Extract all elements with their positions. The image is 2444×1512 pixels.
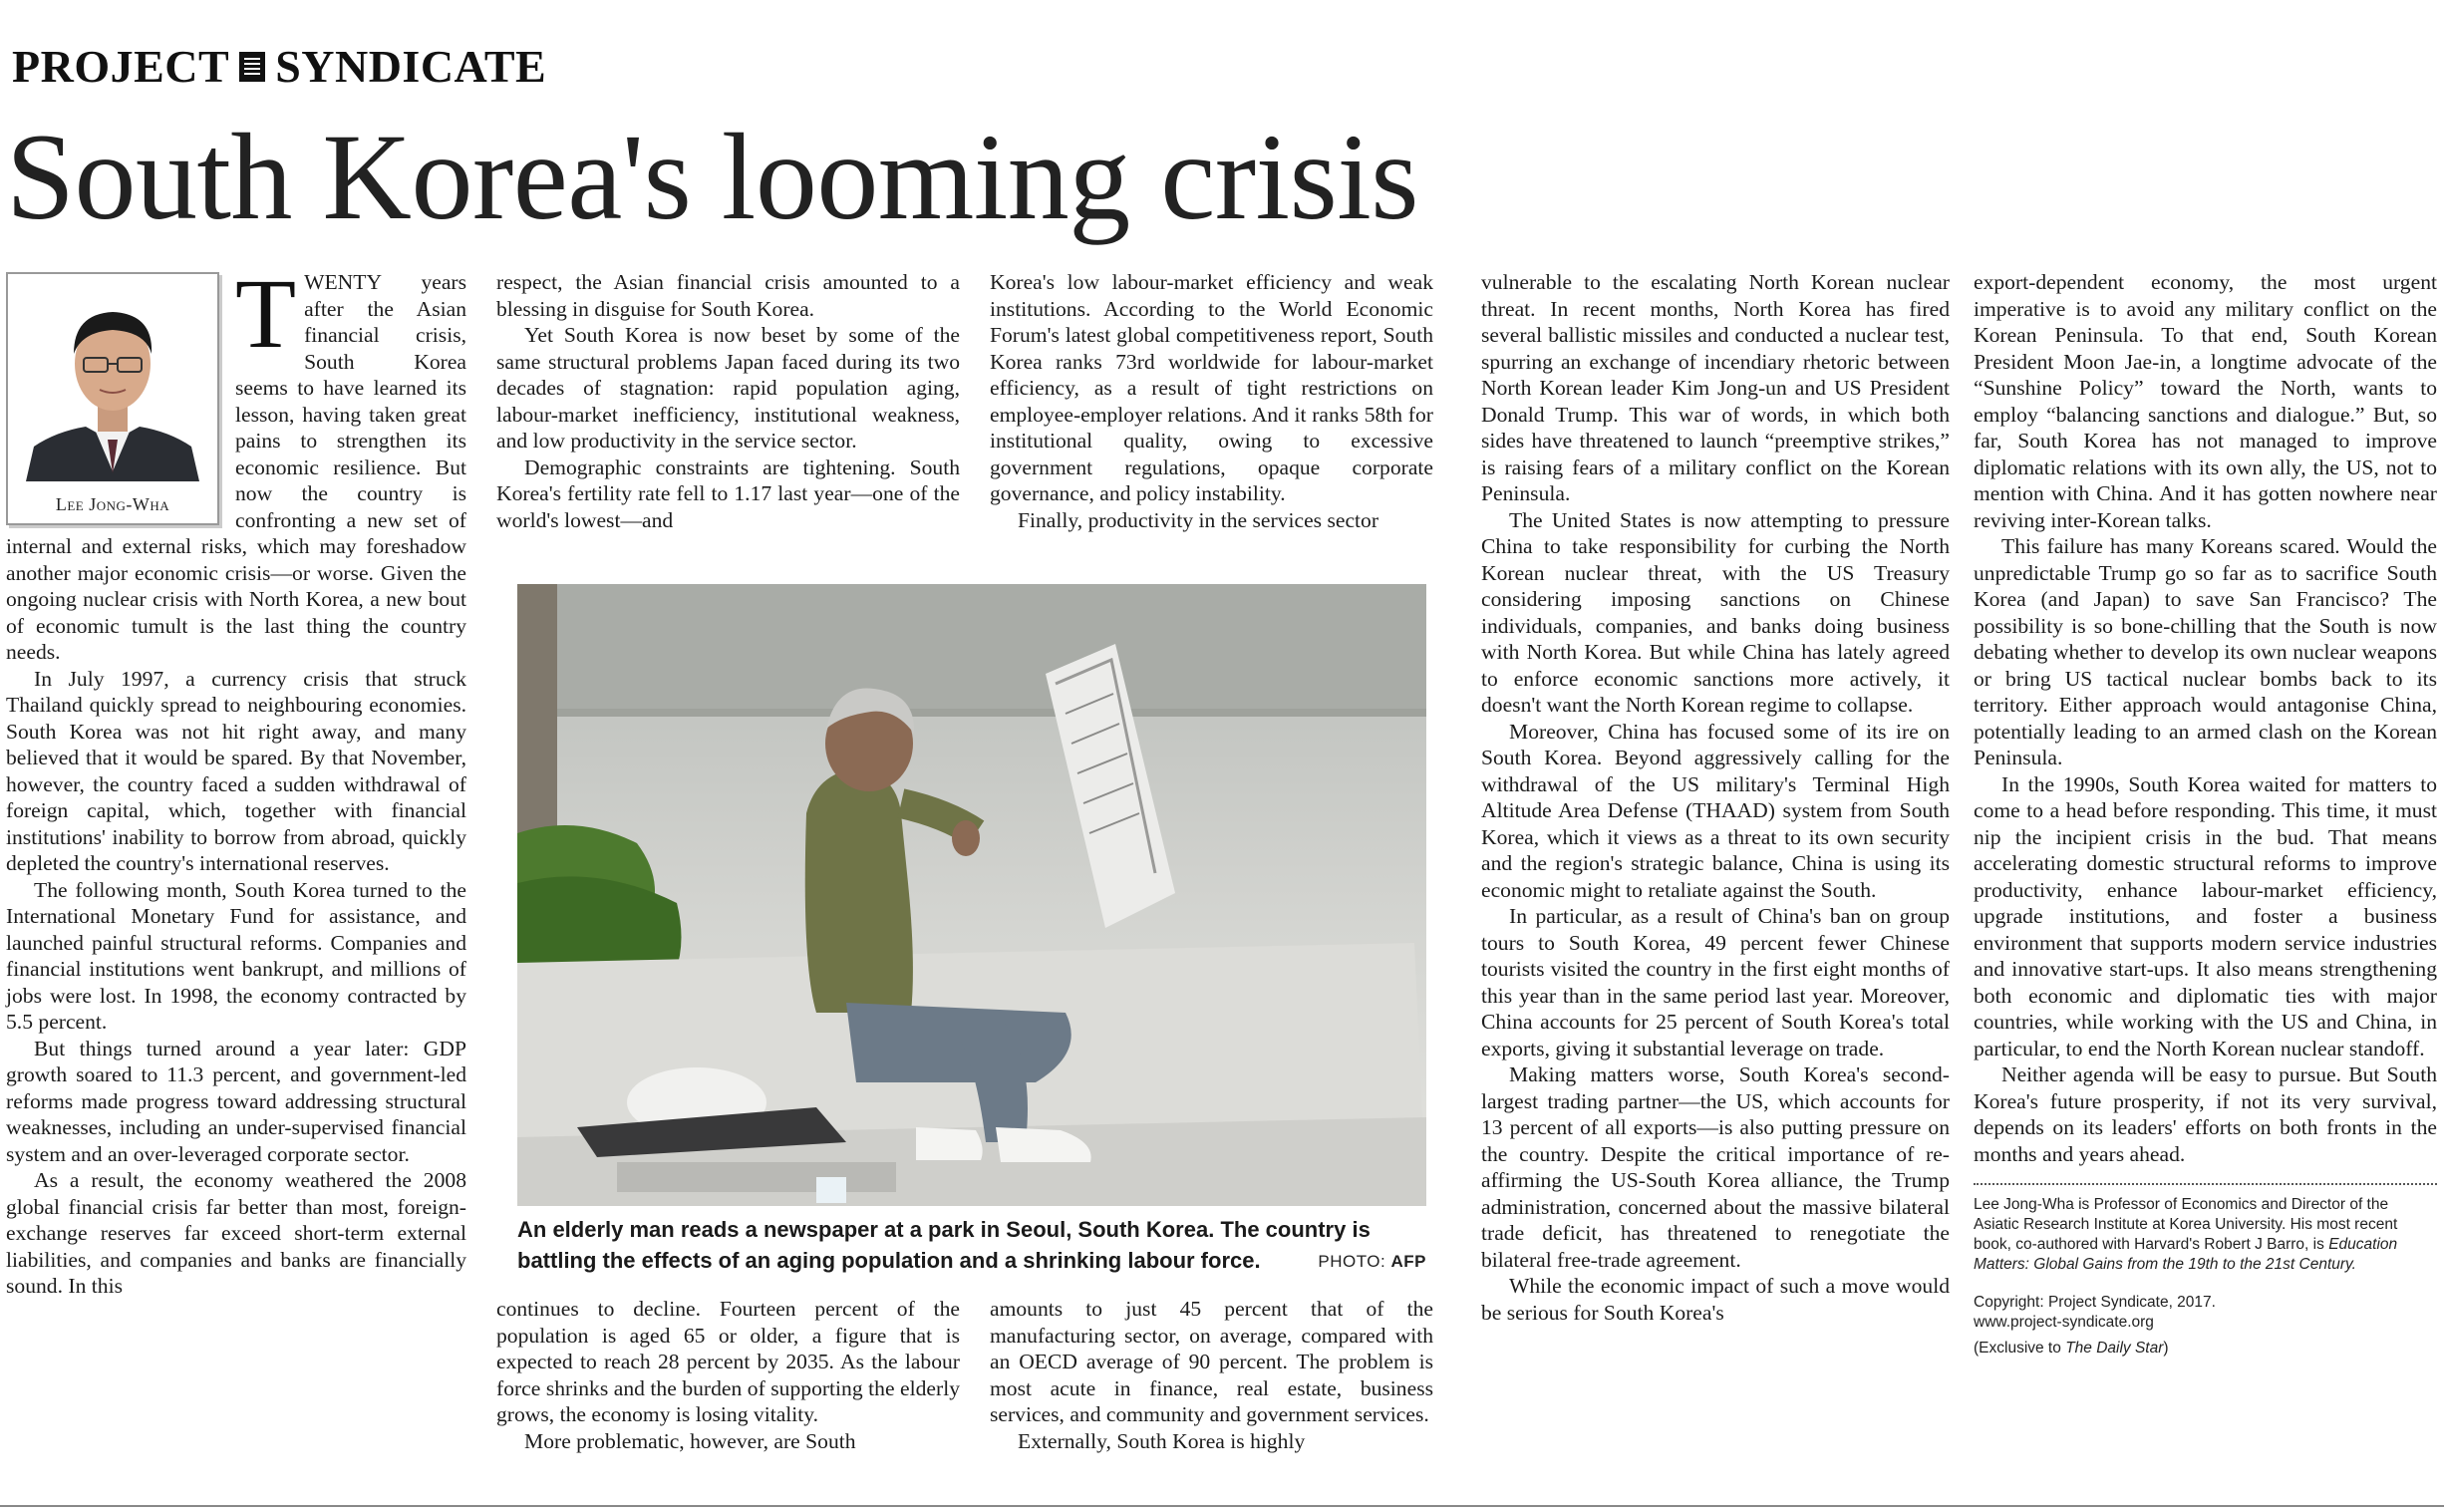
paragraph: WENTY years after the Asian financial crisis, South Korea seems to have learned its lesson, having taken great pains to strengthen its economic resilience. But now the country is confronting a new set of internal and external risks, which may foreshadow another major economic crisis—or worse. Given the ongoing nuclear crisis with North Korea, a new bout of economic tumult is the last thing the country needs. <box>6 270 466 664</box>
author-bio <box>1974 1183 2437 1359</box>
photo-caption: An elderly man reads a newspaper at a park in Seoul, South Korea. The country is battling the effects of an aging population and a shrinking labour force. <box>517 1217 1371 1273</box>
paragraph: Externally, South Korea is highly <box>1018 1428 1306 1453</box>
paragraph: Demographic constraints are tightening. South Korea's fertility rate fell to 1.17 last year—one of the world's lowest—and <box>496 454 960 532</box>
photo-credit-source: AFP <box>1390 1252 1426 1271</box>
headline: South Korea's looming crisis <box>6 109 1419 245</box>
paragraph: This failure has many Koreans scared. Would the unpredictable Trump go so far as to sacrifice South Korea (and Japan) to save San Francisco? The possibility is so bone-chilling that the South is now debating whether to develop its own nuclear weapons or bring US tactical nuclear bombs back to its territory. Either approach would antagonise China, potentially leading to an armed clash on the Korean Peninsula. <box>1974 534 2437 769</box>
exclusive-publication: The Daily Star <box>2065 1340 2164 1357</box>
paragraph: In particular, as a result of China's ban on group tours to South Korea, 49 percent fewer Chinese tourists visited the country in the first eight months of this year than in the same period last year. Moreover, China accounts for 25 percent of South Korea's total exports, giving it substantial leverage on trade. <box>1481 904 1950 1060</box>
author-name: Lee Jong-Wha <box>55 493 170 514</box>
bio-footer <box>1974 1293 2437 1359</box>
paragraph: In July 1997, a currency crisis that struck Thailand quickly spread to neighbouring economies. South Korea was not hit right away, and many believed that it would be spared. By that November, however, the country faced a sudden withdrawal of foreign capital, which, together with financial institutions' inability to borrow from abroad, quickly depleted the country's international reserves. <box>6 666 466 875</box>
paragraph: The following month, South Korea turned to the International Monetary Fund for assistance, and launched painful structural reforms. Companies and financial institutions went bankrupt, and millions of jobs were lost. In 1998, the economy contracted by 5.5 percent. <box>6 877 466 1034</box>
bio-divider <box>1974 1183 2437 1185</box>
masthead <box>12 40 546 93</box>
paragraph: The United States is now attempting to pressure China to take responsibility for curbing the North Korean nuclear threat, with the US Treasury considering imposing sanctions on Chinese individuals, companies, and banks doing business with North Korea. But while China has lately agreed to enforce economic sanctions more actively, it doesn't want the North Korean regime to collapse. <box>1481 507 1950 717</box>
article-photo <box>517 584 1426 1206</box>
masthead-left: PROJECT <box>12 41 230 92</box>
column-5 <box>1974 269 2437 1359</box>
paragraph: Korea's low labour-market efficiency and weak institutions. According to the World Economic Forum's latest global competitiveness report, South Korea ranks 73rd worldwide for labour-market efficiency, as a result of tight restrictions on employee-employer relations. And it ranks 58th for institutional quality, owing to excessive government regulations, opaque corporate governance, and policy instability. <box>990 270 1433 505</box>
paragraph: As a result, the economy weathered the 2008 global financial crisis far better than most, foreign-exchange reserves far exceed short-term external liabilities, and companies and banks are financially sound. In this <box>6 1168 466 1298</box>
column-2-bottom <box>496 1296 960 1454</box>
column-2-top <box>496 269 960 533</box>
paragraph: export-dependent economy, the most urgent imperative is to avoid any military conflict on the Korean Peninsula. To that end, South Korean President Moon Jae-in, a longtime advocate of the “Sunshine Policy” toward the North, wants to employ “balancing sanctions and dialogue.” But, so far, South Korea has not managed to improve diplomatic relations with its own ally, the US, not to mention with China. And it has gotten nowhere near reviving inter-Korean talks. <box>1974 270 2437 532</box>
paragraph: Making matters worse, South Korea's second-largest trading partner—the US, which accounts for 13 percent of all exports—is also putting pressure on the country. Despite the critical importance of re-affirming the US-South Korea alliance, the Trump administration, concerned about the massive bilateral trade deficit, has threatened to renegotiate the bilateral free-trade agreement. <box>1481 1062 1950 1272</box>
masthead-right: SYNDICATE <box>275 41 547 92</box>
photo-credit-label: PHOTO: <box>1318 1252 1386 1271</box>
paragraph: But things turned around a year later: GDP growth soared to 11.3 percent, and government-led reforms made progress toward addressing structural weaknesses, including an under-supervised financial system and an over-leveraged corporate sector. <box>6 1036 466 1166</box>
column-4 <box>1481 269 1950 1326</box>
paragraph: Yet South Korea is now beset by some of the same structural problems Japan faced during its two decades of stagnation: rapid population aging, labour-market inefficiency, institutional weakness, and low productivity in the service sector. <box>496 323 960 453</box>
paragraph: More problematic, however, are South <box>524 1428 856 1453</box>
bio-text <box>1974 1195 2437 1275</box>
paragraph: amounts to just 45 percent that of the manufacturing sector, on average, compared with an OECD average of 90 percent. The problem is most acute in finance, real estate, business services, and community and government services. <box>990 1297 1433 1426</box>
column-3-bottom <box>990 1296 1433 1454</box>
paragraph: respect, the Asian financial crisis amounted to a blessing in disguise for South Korea. <box>496 270 960 321</box>
column-1 <box>6 258 466 1300</box>
newspaper-icon <box>239 52 265 82</box>
paragraph: Neither agenda will be easy to pursue. But South Korea's future prosperity, if not its very survival, depends on its leaders' efforts on both fronts in the months and years ahead. <box>1974 1062 2437 1166</box>
paragraph: While the economic impact of such a move would be serious for South Korea's <box>1481 1274 1950 1325</box>
copyright: Copyright: Project Syndicate, 2017. <box>1974 1294 2216 1311</box>
author-photo <box>16 282 209 481</box>
exclusive-note <box>1974 1339 2437 1359</box>
exclusive-prefix: (Exclusive to <box>1974 1340 2061 1357</box>
bio-description: Lee Jong-Wha is Professor of Economics and Director of the Asiatic Research Institute at Korea University. His most recent book, co-authored with Harvard's Robert J Barro, is <box>1974 1196 2398 1253</box>
drop-cap: T <box>235 258 297 369</box>
author-box <box>6 272 219 525</box>
column-3-top <box>990 269 1433 533</box>
paragraph: Moreover, China has focused some of its ire on South Korea. Beyond aggressively calling for the withdrawal of the US military's Terminal High Altitude Area Defense (THAAD) system from South Korea, which it views as a threat to its own security and the region's strategic balance, China is using its economic might to retaliate against the South. <box>1481 719 1950 902</box>
paragraph: In the 1990s, South Korea waited for matters to come to a head before responding. This time, it must nip the incipient crisis in the bud. That means accelerating domestic structural reforms to improve productivity, enhance labour-market efficiency, upgrade institutions, and foster a business environment that supports modern service industries and innovative start-ups. It also means strengthening both economic and diplomatic ties with major countries, while working with the US and China, in particular, to end the North Korean nuclear standoff. <box>1974 771 2437 1060</box>
website-link[interactable]: www.project-syndicate.org <box>1974 1314 2154 1331</box>
exclusive-suffix: ) <box>2163 1340 2169 1357</box>
paragraph: continues to decline. Fourteen percent of the population is aged 65 or older, a figure that is expected to reach 28 percent by 2035. As the labour force shrinks and the burden of supporting the elderly grows, the economy is losing vitality. <box>496 1297 960 1426</box>
bottom-rule <box>0 1505 2444 1507</box>
paragraph: Finally, productivity in the services sector <box>1018 507 1379 532</box>
bio-book-title: Education Matters: Global Gains from the 19th to the 21st Century. <box>1974 1236 2398 1273</box>
paragraph: vulnerable to the escalating North Korean nuclear threat. In recent months, North Korea has fired several ballistic missiles and conducted a nuclear test, spurring an exchange of incendiary rhetoric between North Korean leader Kim Jong-un and US President Donald Trump. This war of words, in which both sides have threatened to launch “preemptive strikes,” is raising fears of a military conflict on the Korean Peninsula. <box>1481 270 1950 505</box>
photo-credit <box>1318 1252 1426 1272</box>
